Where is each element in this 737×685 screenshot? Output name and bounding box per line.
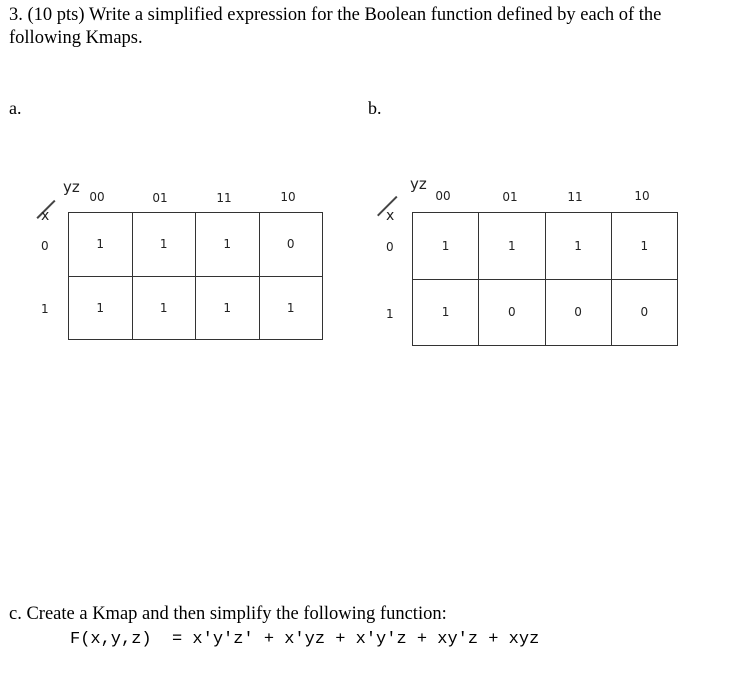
kmap-b-row-header: 1 (386, 307, 394, 321)
kmap-a-cell: 1 (196, 213, 260, 277)
kmap-b-row-var: x (386, 208, 395, 224)
kmap-b-cell: 1 (413, 213, 479, 280)
kmap-b-col-header: 10 (634, 189, 650, 203)
part-a-label: a. (9, 98, 22, 118)
kmap-b-cell: 1 (611, 213, 677, 280)
kmap-a-col-header: 01 (152, 191, 168, 205)
kmap-b-col-header: 00 (435, 189, 451, 203)
kmap-a-row-header: 0 (41, 239, 49, 253)
kmap-b-col-header: 11 (567, 190, 583, 204)
kmap-a-cell: 1 (132, 213, 196, 277)
part-c-instruction: c. Create a Kmap and then simplify the following function: (9, 604, 447, 624)
kmap-a-grid (68, 212, 323, 340)
kmap-b-row-header: 0 (386, 240, 394, 254)
kmap-b-grid (412, 212, 678, 346)
kmap-b-cell: 0 (611, 279, 677, 346)
kmap-b-cell: 0 (545, 279, 611, 346)
kmap-b-col-var: yz (410, 175, 427, 193)
kmap-a-col-header: 10 (280, 190, 296, 204)
part-b-label: b. (368, 98, 382, 118)
kmap-b-cell: 1 (413, 279, 479, 346)
kmap-b-cell: 1 (545, 213, 611, 280)
part-c-function: F(x,y,z) = x'y'z' + x'yz + x'y'z + xy'z + xyz (70, 630, 540, 649)
kmap-a-row-header: 1 (41, 302, 49, 316)
kmap-a-cell: 1 (69, 213, 133, 277)
kmap-a-cell: 0 (259, 213, 323, 277)
kmap-a-cell: 1 (259, 276, 323, 340)
kmap-a-cell: 1 (196, 276, 260, 340)
kmap-b-cell: 0 (479, 279, 545, 346)
kmap-a-cell: 1 (69, 276, 133, 340)
kmap-b-col-header: 01 (502, 190, 518, 204)
kmap-a-cell: 1 (132, 276, 196, 340)
question-text: 3. (10 pts) Write a simplified expression for the Boolean function defined by each of the following Kmaps. (9, 5, 662, 48)
kmap-a-col-header: 11 (216, 191, 232, 205)
kmap-b-cell: 1 (479, 213, 545, 280)
kmap-a-row-var: x (41, 208, 50, 224)
kmap-a-col-header: 00 (89, 190, 105, 204)
kmap-a-col-var: yz (63, 178, 80, 196)
